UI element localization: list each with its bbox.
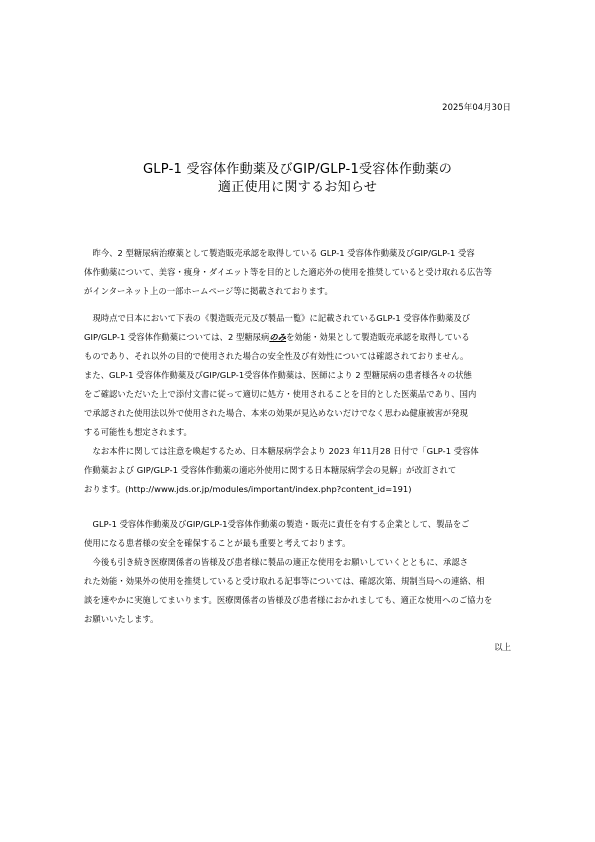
closing-remark: 以上 <box>494 642 511 652</box>
text-line: 体作動薬について、美容・痩身・ダイエット等を目的とした適応外の使用を推奨していると受け取れる広告等 <box>84 267 493 277</box>
text-line: をご確認いただいた上で添付文書に従って適切に処方・使用されることを目的とした医薬品であり、国内 <box>84 389 477 399</box>
text-line: お願いいたします。 <box>84 614 159 624</box>
text-line: れた効能・効果外の使用を推奨していると受け取れる記事等については、確認次第、規制当局への連絡、相 <box>84 576 485 586</box>
text-line: する可能性も想定されます。 <box>84 427 192 437</box>
text-line <box>84 328 514 347</box>
text-segment: を効能・効果として製造販売承認を取得している <box>286 332 470 342</box>
text-line: で承認された使用法以外で使用された場合、本来の効果が見込めないだけでなく思わぬ健康被害が発現 <box>84 408 468 418</box>
document-date: 2025年04月30日 <box>442 102 511 112</box>
emphasis-only: のみ <box>269 332 287 342</box>
paragraph-intro <box>84 244 514 301</box>
text-line-with-url: おります。(http://www.jds.or.jp/modules/important/index.php?content_id=191) <box>84 484 412 494</box>
title-line-2: 適正使用に関するお知らせ <box>217 180 378 195</box>
text-line: 作動薬および GIP/GLP-1 受容体作動薬の適応外使用に関する日本糖尿病学会の見解」が改訂されて <box>84 465 457 475</box>
text-line: 談を速やかに実施してまいります。医療関係者の皆様及び患者様におかれましても、適正な使用へのご協力を <box>84 595 493 605</box>
text-line: また、GLP-1 受容体作動薬及びGIP/GLP-1受容体作動薬は、医師により 2 型糖尿病の患者様各々の状態 <box>84 370 472 380</box>
paragraph-approval-status <box>84 309 514 499</box>
title-line-1: GLP-1 受容体作動薬及びGIP/GLP-1受容体作動薬の <box>142 162 453 177</box>
paragraph-company-statement <box>84 515 514 629</box>
document-title <box>0 161 595 197</box>
text-line: がインターネット上の一部ホームページ等に掲載されております。 <box>84 286 333 296</box>
text-line: 今後も引き続き医療関係者の皆様及び患者様に製品の適正な使用をお願いしていくとともに、承認さ <box>92 557 469 567</box>
text-line: ものであり、それ以外の目的で使用された場合の安全性及び有効性については確認されておりません。 <box>84 351 469 361</box>
text-line: なお本件に関しては注意を喚起するため、日本糖尿病学会より 2023 年11月28 日付で「GLP-1 受容体 <box>92 446 479 456</box>
text-line: GLP-1 受容体作動薬及びGIP/GLP-1受容体作動薬の製造・販売に責任を有する企業として、製品をご <box>92 519 470 529</box>
text-line: 現時点で日本において下表の《製造販売元及び製品一覧》に記載されているGLP-1 受容体作動薬及び <box>92 313 471 323</box>
text-line: 昨今、2 型糖尿病治療薬として製造販売承認を取得している GLP-1 受容体作動薬及びGIP/GLP-1 受容 <box>92 248 475 258</box>
text-segment: GIP/GLP-1 受容体作動薬については、2 型糖尿病 <box>84 332 270 342</box>
text-line: 使用になる患者様の安全を確保することが最も重要と考えております。 <box>84 538 351 548</box>
